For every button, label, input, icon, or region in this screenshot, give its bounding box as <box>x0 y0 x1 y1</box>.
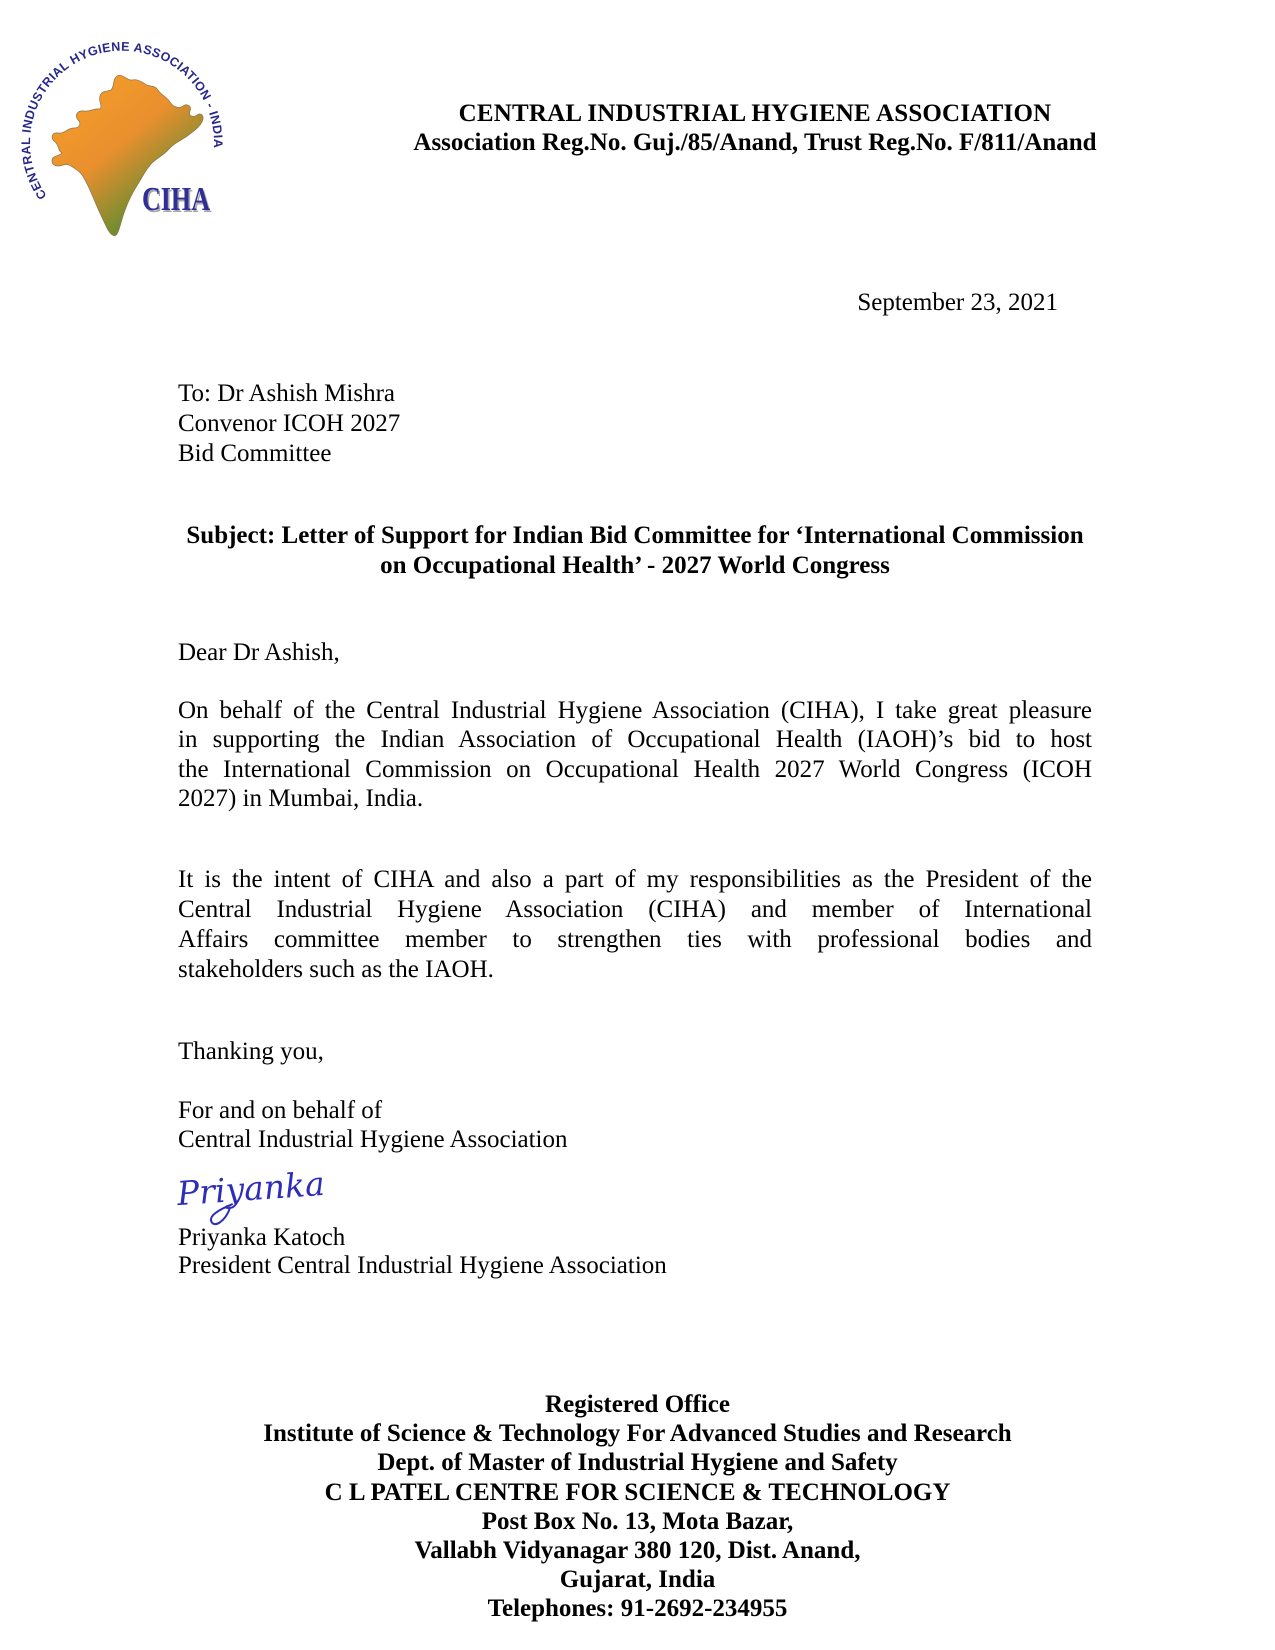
text-line: in supporting the Indian Association of Occupational Health (IAOH)’s bid to host <box>178 726 1092 754</box>
text-line: For and on behalf of <box>178 1097 383 1124</box>
subject-block <box>178 521 1092 581</box>
signature-text: Priyanka <box>175 1163 326 1214</box>
signatory-name: Priyanka Katoch <box>178 1224 346 1251</box>
text-line: Affairs committee member to strengthen ties with professional bodies and <box>178 926 1092 953</box>
text-line: Vallabh Vidyanagar 380 120, Dist. Anand, <box>414 1537 861 1565</box>
text-line: Convenor ICOH 2027 <box>178 410 401 437</box>
text-line: Subject: Letter of Support for Indian Bid Committee for ‘International Commission <box>186 522 1084 549</box>
text-line: Bid Committee <box>178 440 332 467</box>
registered-office-block <box>50 1390 1225 1624</box>
text-line: the International Commission on Occupational Health 2027 World Congress (ICOH <box>178 755 1092 783</box>
logo-acronym: CIHA <box>142 181 211 218</box>
recipient-block <box>178 379 400 469</box>
text-line: It is the intent of CIHA and also a part of my responsibilities as the President of the <box>178 866 1092 893</box>
on-behalf-block <box>178 1097 568 1154</box>
text-line: on Occupational Health’ - 2027 World Congress <box>380 552 890 579</box>
closing-thanks: Thanking you, <box>178 1038 324 1065</box>
text-line: C L PATEL CENTRE FOR SCIENCE & TECHNOLOGY <box>324 1478 951 1506</box>
org-title: CENTRAL INDUSTRIAL HYGIENE ASSOCIATION <box>458 100 1052 127</box>
letterhead <box>320 99 1190 157</box>
org-registration: Association Reg.No. Guj./85/Anand, Trust Reg.No. F/811/Anand <box>413 129 1097 156</box>
text-line: Registered Office <box>545 1391 730 1418</box>
text-line: To: Dr Ashish Mishra <box>178 380 396 407</box>
text-line: Post Box No. 13, Mota Bazar, <box>481 1507 794 1535</box>
text-line: Institute of Science & Technology For Advanced Studies and Research <box>263 1420 1012 1448</box>
text-line: On behalf of the Central Industrial Hygiene Association (CIHA), I take great pleasure <box>178 697 1092 724</box>
body-paragraph-2 <box>178 865 1092 985</box>
ciha-logo <box>18 38 226 253</box>
text-line: Dept. of Master of Industrial Hygiene and Safety <box>377 1449 898 1477</box>
text-line: Central Industrial Hygiene Association <box>178 1125 568 1153</box>
text-line: 2027) in Mumbai, India. <box>178 785 424 813</box>
salutation: Dear Dr Ashish, <box>178 639 340 666</box>
letter-date: September 23, 2021 <box>857 289 1058 316</box>
body-paragraph-1 <box>178 696 1092 814</box>
text-line: Telephones: 91-2692-234955 <box>487 1595 788 1623</box>
signatory-title: President Central Industrial Hygiene Association <box>178 1252 667 1279</box>
logo-arc-text: CENTRAL INDUSTRIAL HYGIENE ASSOCIATION - INDIA <box>18 39 226 203</box>
signature <box>174 1163 344 1228</box>
text-line: Gujarat, India <box>559 1566 716 1594</box>
text-line: Central Industrial Hygiene Association (CIHA) and member of International <box>178 896 1092 923</box>
text-line: stakeholders such as the IAOH. <box>178 956 494 983</box>
